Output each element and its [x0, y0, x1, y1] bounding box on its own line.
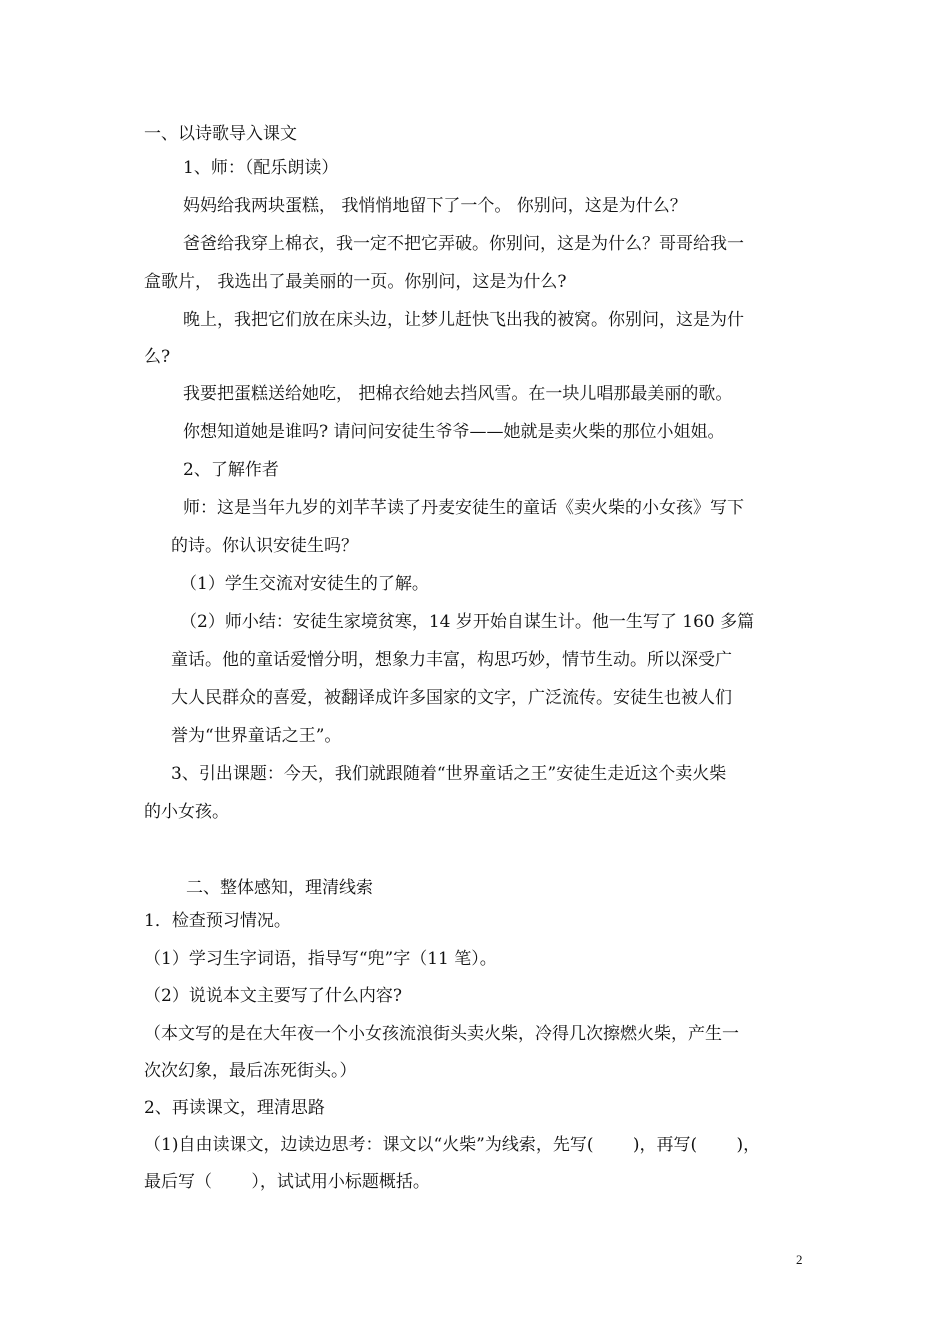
subheading: 2、再读课文，理清思路 [144, 1098, 325, 1118]
paragraph-line: 3、引出课题：今天，我们就跟随着“世界童话之王”安徒生走近这个卖火柴 [171, 764, 727, 784]
paragraph-line: 大人民群众的喜爱，被翻译成许多国家的文字，广泛流传。安徒生也被人们 [171, 688, 732, 708]
paragraph-line: （1）学习生字词语，指导写“兜”字（11 笔）。 [144, 949, 497, 969]
paragraph-line: 我要把蛋糕送给她吃， 把棉衣给她去挡风雪。在一块儿唱那最美丽的歌。 [183, 384, 733, 404]
paragraph-line: 的诗。你认识安徒生吗？ [171, 536, 358, 556]
subheading: 2、了解作者 [183, 460, 279, 480]
paragraph-line: （2）师小结：安徒生家境贫寒，14 岁开始自谋生计。他一生写了 160 多篇 [180, 612, 755, 632]
paragraph-line: （本文写的是在大年夜一个小女孩流浪街头卖火柴，冷得几次擦燃火柴，产生一 [144, 1024, 739, 1044]
paragraph-line: 誉为“世界童话之王”。 [171, 726, 342, 746]
paragraph-line: 么? [144, 347, 171, 367]
paragraph-line: 次次幻象，最后冻死街头。） [144, 1061, 357, 1081]
section-heading-2: 二、整体感知，理清线索 [186, 878, 373, 898]
paragraph-line: 最后写（ ），试试用小标题概括。 [144, 1172, 430, 1192]
paragraph-line: 盒歌片， 我选出了最美丽的一页。你别问，这是为什么? [144, 272, 567, 292]
paragraph-line: （1)自由读课文，边读边思考：课文以“火柴”为线索，先写( )，再写( )， [144, 1135, 761, 1155]
paragraph-line: 1、师：（配乐朗读） [183, 158, 339, 178]
paragraph-line: 的小女孩。 [144, 802, 229, 822]
paragraph-line: 师：这是当年九岁的刘芊芊读了丹麦安徒生的童话《卖火柴的小女孩》写下 [183, 498, 744, 518]
paragraph-line: 晚上，我把它们放在床头边，让梦儿赶快飞出我的被窝。你别问，这是为什 [183, 310, 744, 330]
section-heading-1: 一、以诗歌导入课文 [144, 124, 297, 144]
paragraph-line: （1）学生交流对安徒生的了解。 [180, 574, 429, 594]
paragraph-line: 1．检查预习情况。 [144, 911, 291, 931]
paragraph-line: 童话。他的童话爱憎分明，想象力丰富，构思巧妙，情节生动。所以深受广 [171, 650, 732, 670]
paragraph-line: 妈妈给我两块蛋糕， 我悄悄地留下了一个。 你别问，这是为什么？ [183, 196, 687, 216]
paragraph-line: 你想知道她是谁吗? 请问问安徒生爷爷——她就是卖火柴的那位小姐姐。 [183, 422, 725, 442]
page-number: 2 [796, 1252, 803, 1267]
paragraph-line: 爸爸给我穿上棉衣，我一定不把它弄破。你别问，这是为什么？哥哥给我一 [183, 234, 744, 254]
paragraph-line: （2）说说本文主要写了什么内容? [144, 986, 402, 1006]
